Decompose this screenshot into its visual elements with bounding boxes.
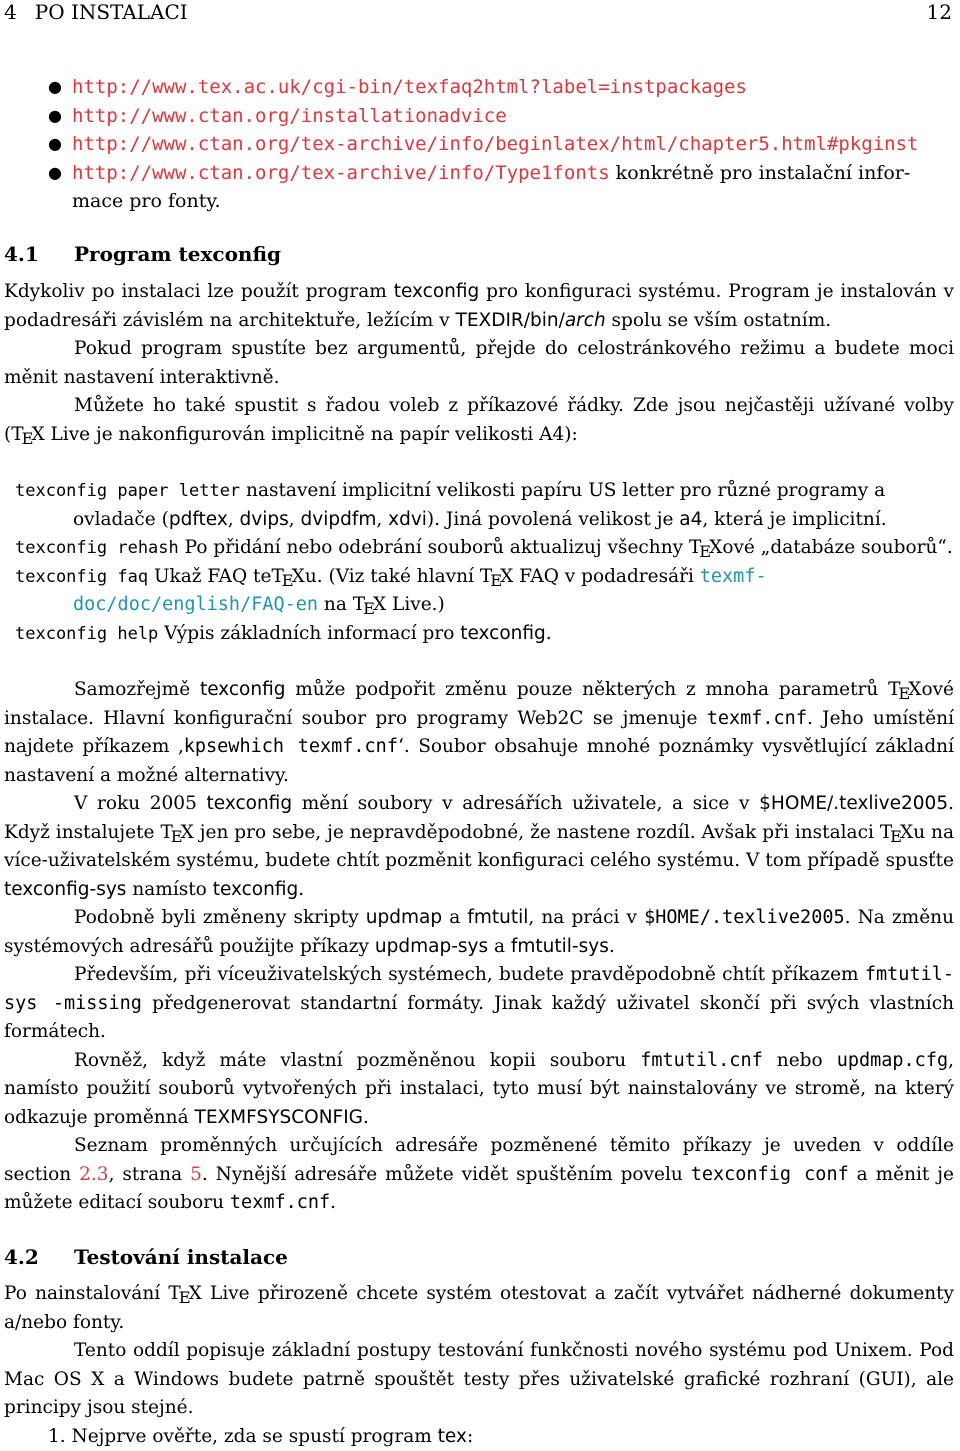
section-4-2-body bbox=[4, 1280, 954, 1451]
option-list bbox=[4, 477, 954, 648]
faq-dir-link[interactable]: texmf-doc/doc/english/FAQ-en bbox=[73, 565, 767, 615]
link-description: konkrétně pro instalační infor- bbox=[609, 161, 911, 184]
tex-logo: TEX bbox=[879, 821, 914, 846]
list-item bbox=[4, 73, 954, 102]
section-heading-4-1 bbox=[4, 242, 281, 266]
section-heading-4-2 bbox=[4, 1245, 288, 1269]
list-item bbox=[4, 130, 954, 159]
option-help: texconfig help Výpis základních informací pro texconfig. bbox=[15, 622, 552, 644]
tex-logo: TEX bbox=[688, 537, 723, 561]
list-item bbox=[4, 159, 954, 216]
paragraph: Pokud program spustíte bez argumentů, přejde do celostránkového režimu a budete moci měnit nastavení interaktivně. bbox=[4, 338, 954, 388]
faq-link[interactable]: http://www.tex.ac.uk/cgi-bin/texfaq2html?label=instpackages bbox=[72, 76, 747, 98]
paragraph: V roku 2005 texconfig mění soubory v adresářích uživatele, a sice v $HOME/.texlive2005. Když instalujete TEX jen pro sebe, je nepravděpodobné, že nastene rozdíl. Avšak při instalaci TEXu na více-uživatelském systému, budete chtít pozměnit konfiguraci celého systému. V tom případě spusťte texconfig-sys namísto texconfig. bbox=[4, 793, 955, 900]
bullet-icon: ● bbox=[48, 162, 62, 182]
type1fonts-link[interactable]: http://www.ctan.org/tex-archive/info/Type1fonts bbox=[72, 161, 610, 184]
list-item bbox=[4, 102, 954, 131]
beginlatex-link[interactable]: http://www.ctan.org/tex-archive/info/beginlatex/html/chapter5.html#pkginst bbox=[72, 133, 919, 155]
running-header bbox=[4, 0, 954, 26]
section-title: Program texconfig bbox=[74, 242, 281, 266]
tex-logo: TEX bbox=[888, 679, 922, 703]
page-ref-link[interactable]: 5 bbox=[190, 1163, 202, 1185]
link-description-cont: mace pro fonty. bbox=[72, 190, 221, 212]
section-number: 4.1 bbox=[4, 242, 39, 266]
tex-logo: TEX bbox=[11, 423, 45, 448]
chapter-title: PO INSTALACI bbox=[34, 0, 188, 24]
option-rehash: texconfig rehash Po přidání nebo odebrání souborů aktualizuj všechny TEXové „databáze souborů“. bbox=[15, 537, 953, 561]
chapter-header bbox=[4, 0, 188, 24]
option-faq: texconfig faq Ukaž FAQ teTEXu. (Viz také hlavní TEX FAQ v podadresáři texmf-doc/doc/english/FAQ-en na TEX Live.) bbox=[15, 565, 767, 618]
paragraph: Samozřejmě texconfig může podpořit změnu pouze některých z mnoha parametrů TEXové instalace. Hlavní konfigurační soubor pro programy Web2C se jmenuje texmf.cnf. Jeho umístění najdete příkazem ‚kpsewhich texmf.cnf‘. Soubor obsahuje mnohé poznámky vysvětlující základní nastavení a možné alternativy. bbox=[4, 679, 955, 786]
paragraph: Můžete ho také spustit s řadou voleb z příkazové řádky. Zde jsou nejčastěji užívané volby (TEX Live je nakonfigurován implicitně na papír velikosti A4): bbox=[4, 395, 954, 448]
section-4-1-body-cont bbox=[4, 676, 954, 1218]
link-list bbox=[4, 73, 954, 216]
paragraph: Především, při víceuživatelských systémech, budete pravděpodobně chtít příkazem fmtutil-sys -missing předgenerovat standartní formáty. Jinak každý uživatel skončí při svých vlastních formátech. bbox=[4, 964, 954, 1042]
section-title: Testování instalace bbox=[74, 1245, 288, 1269]
paragraph: Tento oddíl popisuje základní postupy testování funkčnosti nového systému pod Unixem. Pod Mac OS X a Windows budete patrně spouštět testy přes uživatelské grafické rozhraní (GUI), ale principy jsou stejné. bbox=[4, 1340, 954, 1418]
paragraph: Po nainstalování TEX Live přirozeně chcete systém otestovat a začít vytvářet nádherné dokumenty a/nebo fonty. bbox=[4, 1283, 954, 1333]
tex-logo: TEX bbox=[271, 565, 305, 590]
section-number: 4.2 bbox=[4, 1245, 39, 1269]
paragraph: Seznam proměnných určujících adresáře pozměnené těmito příkazy je uveden v oddíle section 2.3, strana 5. Nynější adresáře můžete vidět spuštěním povelu texconfig conf a měnit je můžete editací souboru texmf.cnf. bbox=[4, 1135, 954, 1213]
option-paper: texconfig paper letter nastavení implicitní velikosti papíru US letter pro různé programy a ovladače (pdftex, dvips, dvipdfm, xdvi). Jiná povolená velikost je a4, která je implicitní. bbox=[15, 480, 887, 530]
tex-logo: TEX bbox=[160, 821, 194, 846]
bullet-icon: ● bbox=[48, 134, 62, 153]
tex-logo: TEX bbox=[479, 565, 514, 590]
ctan-install-link[interactable]: http://www.ctan.org/installationadvice bbox=[72, 104, 507, 127]
section-4-1-body bbox=[4, 278, 954, 449]
tex-logo: TEX bbox=[352, 594, 387, 618]
paragraph: Podobně byli změneny skripty updmap a fmtutil, na práci v $HOME/.texlive2005. Na změnu systémových adresářů použijte příkazy updmap-sys a fmtutil-sys. bbox=[4, 907, 954, 957]
tex-logo: TEX bbox=[168, 1283, 202, 1307]
page-number: 12 bbox=[926, 0, 952, 24]
list-item: 1. Nejprve ověřte, zda se spustí program tex: bbox=[48, 1425, 474, 1447]
section-ref-link[interactable]: 2.3 bbox=[79, 1163, 109, 1185]
bullet-icon: ● bbox=[48, 77, 62, 96]
paragraph: Kdykoliv po instalaci lze použít program texconfig pro konfiguraci systému. Program je instalován v podadresáři závislém na architektuře, ležícím v TEXDIR/bin/arch spolu se vším ostatním. bbox=[4, 281, 954, 331]
chapter-number: 4 bbox=[4, 0, 17, 24]
paragraph: Rovněž, když máte vlastní pozměněnou kopii souboru fmtutil.cnf nebo updmap.cfg, namísto použití souborů vytvořených při instalaci, tyto musí být nainstalovány ve stromě, na který odkazuje proměnná TEXMFSYSCONFIG. bbox=[4, 1049, 954, 1128]
bullet-icon: ● bbox=[48, 105, 62, 125]
